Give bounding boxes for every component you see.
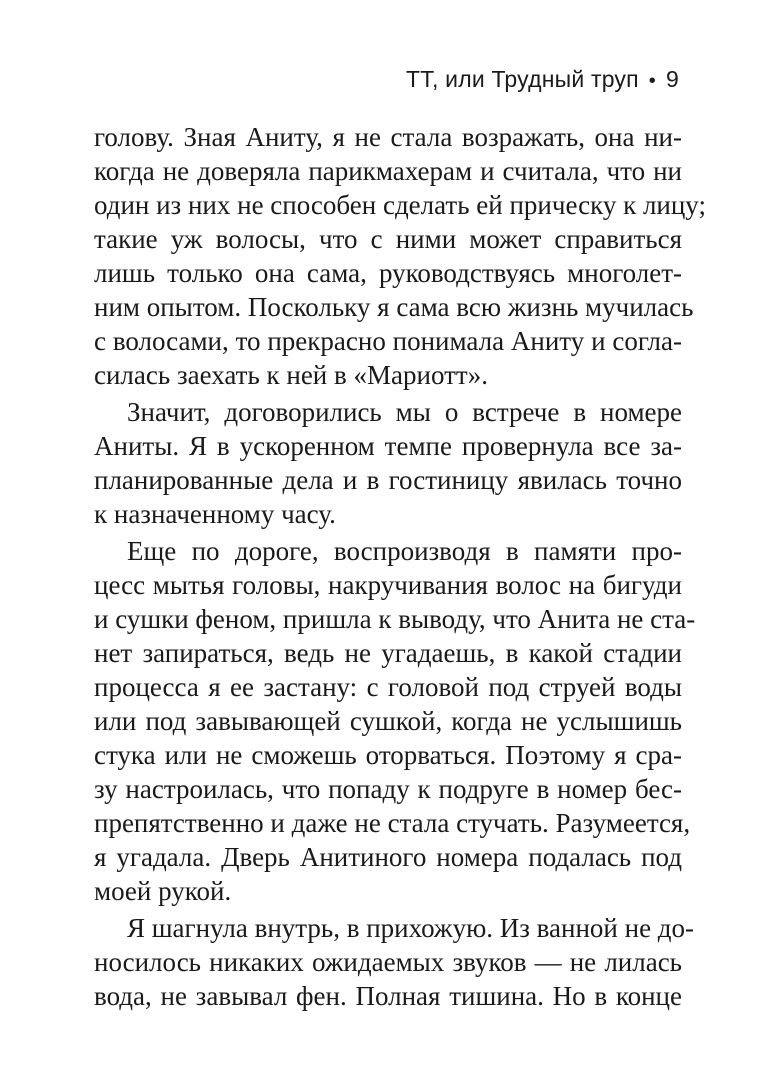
text-line: когда не доверяла парикмахерам и считала, что ни: [94, 156, 682, 186]
book-title: ТТ, или Трудный труп: [406, 66, 639, 92]
text-line: нет запираться, ведь не угадаешь, в какой стадии: [94, 638, 682, 668]
text-line: препятственно и даже не стала стучать. Разумеется,: [94, 808, 691, 838]
paragraph: [94, 120, 706, 392]
text-line: носилось никаких ожидаемых звуков — не лилась: [94, 947, 682, 977]
body-text: [94, 120, 706, 1016]
bullet-separator: •: [648, 70, 656, 92]
text-line: лишь только она сама, руководствуясь многолет-: [94, 258, 682, 288]
text-line: зу настроилась, что попаду к подруге в номер бес-: [94, 774, 682, 804]
paragraph: [94, 534, 696, 908]
text-line: моей рукой.: [94, 876, 232, 906]
text-line: голову. Зная Аниту, я не стала возражать, она ни-: [94, 122, 682, 152]
text-line: стука или не сможешь оторваться. Поэтому я сра-: [94, 740, 682, 770]
text-line: планированные дела и в гостиницу явилась точно: [94, 465, 682, 495]
text-line: Я шагнула внутрь, в прихожую. Из ванной не до-: [127, 913, 695, 943]
text-line: вода, не завывал фен. Полная тишина. Но в конце: [94, 981, 682, 1011]
text-line: цесс мытья головы, накручивания волос на бигуди: [94, 570, 682, 600]
text-line: или под завывающей сушкой, когда не услышишь: [94, 706, 682, 736]
text-line: к назначенному часу.: [94, 499, 336, 529]
text-line: я угадала. Дверь Анитиного номера подалась под: [94, 842, 682, 872]
text-line: силась заехать к ней в «Мариотт».: [94, 360, 488, 390]
page-number: 9: [666, 66, 679, 92]
text-line: Еще по дороге, воспроизводя в памяти про-: [127, 536, 682, 566]
paragraph: [94, 395, 682, 531]
text-line: и сушки феном, пришла к выводу, что Анита не ста-: [94, 604, 696, 634]
text-line: такие уж волосы, что с ними может справиться: [94, 224, 682, 254]
text-line: ним опытом. Поскольку я сама всю жизнь мучилась: [94, 292, 694, 322]
text-line: процесса я ее застану: с головой под струей воды: [94, 672, 682, 702]
text-line: Значит, договорились мы о встрече в номере: [127, 397, 682, 427]
paragraph: [94, 911, 695, 1013]
text-line: Аниты. Я в ускоренном темпе провернула все за-: [94, 431, 682, 461]
text-line: с волосами, то прекрасно понимала Аниту и согла-: [94, 326, 682, 356]
text-line: один из них не способен сделать ей прическу к лицу;: [94, 190, 706, 220]
running-head: [406, 66, 679, 93]
